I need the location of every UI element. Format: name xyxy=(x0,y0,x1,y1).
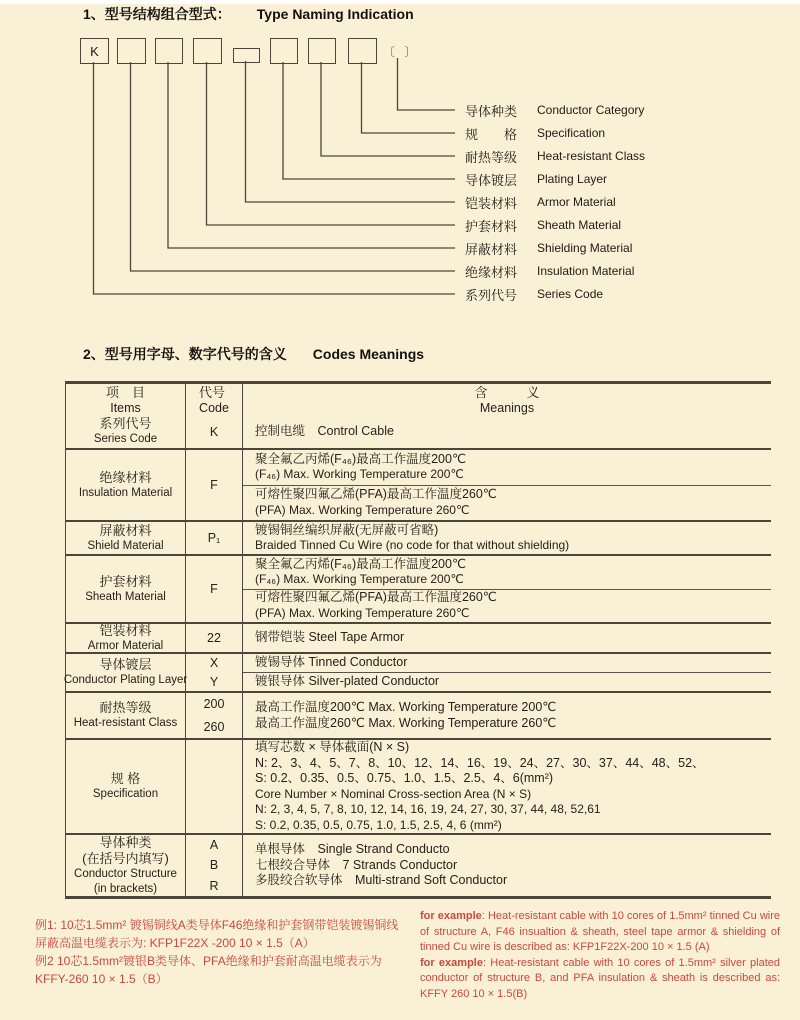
diagram-label-en: Sheath Material xyxy=(537,218,622,232)
diagram-label-cn: 屏蔽材料 xyxy=(465,241,518,257)
items-line: Insulation Material xyxy=(78,486,173,499)
header-code-en: Code xyxy=(199,400,229,415)
code-value: 200 xyxy=(203,697,225,712)
items-line: 绝缘材料 xyxy=(99,469,152,485)
diagram-label-cn: 导体镀层 xyxy=(465,172,518,188)
code-cell xyxy=(186,693,243,738)
code-value: A xyxy=(209,838,219,853)
items-line: 导体种类 xyxy=(99,834,152,850)
meanings-cell xyxy=(243,654,771,691)
meaning-line: 可熔性聚四氟乙烯(PFA)最高工作温度260℃ xyxy=(255,487,497,502)
code-cell xyxy=(186,450,243,520)
header-meanings-cell xyxy=(243,384,771,415)
diagram-label xyxy=(465,101,644,119)
meaning-subcell xyxy=(243,415,771,448)
meaning-subcell xyxy=(243,624,771,652)
table-row xyxy=(66,448,771,520)
diagram-label xyxy=(465,239,632,257)
header-code-cn: 代号 xyxy=(199,384,226,400)
code-value: P₁ xyxy=(207,531,221,545)
meaning-line: 最高工作温度260℃ Max. Working Temperature 260℃ xyxy=(255,715,557,730)
items-cell xyxy=(66,415,186,448)
meaning-line: S: 0.2, 0.35, 0.5, 0.75, 1.0, 1.5, 2.5, 4, 6 (mm²) xyxy=(255,817,502,832)
code-cell xyxy=(186,654,243,691)
code-value: 260 xyxy=(203,719,225,734)
items-line: 屏蔽材料 xyxy=(99,522,152,538)
diagram-label xyxy=(465,216,621,234)
code-cell xyxy=(186,556,243,622)
meaning-line: S: 0.2、0.35、0.5、0.75、1.0、1.5、2.5、4、6(mm²) xyxy=(255,771,554,785)
items-line: 导体镀层 xyxy=(99,657,152,672)
meaning-subcell xyxy=(243,835,771,896)
meaning-line: (PFA) Max. Working Temperature 260℃ xyxy=(255,605,470,620)
table-row xyxy=(66,554,771,622)
code-value: R xyxy=(209,878,219,893)
diagram-label-en: Heat-resistant Class xyxy=(537,149,646,163)
meaning-line: 最高工作温度200℃ Max. Working Temperature 200℃ xyxy=(255,700,557,714)
meaning-line: (F₄₆) Max. Working Temperature 200℃ xyxy=(255,572,464,587)
section2-title xyxy=(83,344,424,364)
items-line: 系列代号 xyxy=(99,416,152,431)
code-box xyxy=(233,48,260,63)
for-example-lead: for example xyxy=(420,910,482,922)
for-example-lead: for example xyxy=(420,956,483,969)
meaning-line: 单根导体 Single Strand Conducto xyxy=(255,842,450,857)
items-line: (在括号内填写) xyxy=(82,850,169,866)
diagram-label-cn: 铠装材料 xyxy=(465,195,518,211)
items-line: (in brackets) xyxy=(93,882,158,895)
diagram-label-cn: 系列代号 xyxy=(465,287,518,303)
code-box xyxy=(270,38,298,64)
meaning-subcell xyxy=(243,693,771,738)
meaning-line: 控制电缆 Control Cable xyxy=(255,423,394,438)
code-cell xyxy=(186,835,243,896)
table-row xyxy=(66,833,771,896)
table-row xyxy=(63,652,771,691)
bracket-placeholder: 〔 〕 xyxy=(383,45,420,59)
items-cell xyxy=(66,693,186,738)
meaning-subcell xyxy=(243,654,771,672)
meaning-line: 钢带铠装 Steel Tape Armor xyxy=(255,630,405,645)
meaning-subcell xyxy=(243,522,771,554)
table-body xyxy=(63,415,771,896)
code-value: B xyxy=(209,858,219,873)
code-value: 22 xyxy=(207,631,221,645)
code-box xyxy=(308,38,336,64)
meaning-line: 可熔性聚四氟乙烯(PFA)最高工作温度260℃ xyxy=(255,590,497,605)
diagram-label-cn: 导体种类 xyxy=(465,103,518,119)
items-cell xyxy=(66,522,186,554)
items-cell xyxy=(66,450,186,520)
diagram-label-en: Conductor Category xyxy=(537,103,645,117)
meaning-subcell xyxy=(243,556,771,589)
section1-number: 1、 xyxy=(83,6,105,22)
header-items-cn: 项 目 xyxy=(105,384,145,400)
meaning-line: Core Number × Nominal Cross-section Area (N × S) xyxy=(255,786,532,801)
meaning-subcell xyxy=(243,450,771,485)
table-row xyxy=(66,691,771,738)
example-cn: 例1: 10芯1.5mm² 镀锡铜线A类导体F46绝缘和护套钢带铠装镀锡铜线屏蔽高温电缆表示为: KFP1F22X -200 10 × 1.5（A） xyxy=(35,918,399,950)
items-line: Specification xyxy=(92,788,159,800)
code-cell xyxy=(186,415,243,448)
diagram-label xyxy=(465,124,605,142)
meaning-line: (F₄₆) Max. Working Temperature 200℃ xyxy=(255,467,464,482)
code-box xyxy=(193,38,222,64)
diagram-label-cn: 耐热等级 xyxy=(465,149,518,165)
code-box xyxy=(348,38,377,64)
items-cell xyxy=(66,624,186,652)
code-value: F xyxy=(210,478,218,492)
code-cell xyxy=(186,522,243,554)
meaning-line: 镀锡导体 Tinned Conductor xyxy=(255,655,408,670)
code-box xyxy=(155,38,183,64)
items-line: 铠装材料 xyxy=(99,622,152,638)
items-line: Series Code xyxy=(93,433,158,445)
diagram-label-cn: 绝缘材料 xyxy=(465,264,518,280)
section2-number: 2、 xyxy=(83,346,105,362)
diagram-label-en: Specification xyxy=(537,126,606,140)
section2-title-en: Codes Meanings xyxy=(312,346,425,362)
meanings-cell xyxy=(243,740,771,833)
items-cell xyxy=(66,740,186,833)
code-value: F xyxy=(210,582,218,596)
diagram-label-cn: 护套材料 xyxy=(465,218,518,234)
code-box xyxy=(117,38,146,64)
meaning-line: (PFA) Max. Working Temperature 260℃ xyxy=(255,502,470,517)
meanings-cell xyxy=(243,450,771,520)
diagram-label-en: Armor Material xyxy=(537,195,616,209)
type-naming-diagram xyxy=(0,0,800,330)
meaning-line: 填写芯数 × 导体截面(N × S) xyxy=(255,740,410,754)
meaning-line: 七根绞合导体 7 Strands Conductor xyxy=(255,857,458,872)
items-line: Sheath Material xyxy=(85,590,166,603)
header-items-en: Items xyxy=(110,400,141,415)
meaning-line: 多股绞合软导体 Multi-strand Soft Conductor xyxy=(255,873,508,888)
meaning-subcell xyxy=(243,740,771,833)
items-cell xyxy=(66,556,186,622)
meaning-line: N: 2、3、4、5、7、8、10、12、14、16、19、24、27、30、37、44、48、52、 xyxy=(255,755,705,770)
header-items-cell xyxy=(66,384,186,415)
section1-title-en: Type Naming Indication xyxy=(256,6,414,22)
meaning-subcell xyxy=(243,589,771,623)
codes-meanings-table xyxy=(65,381,771,899)
meaning-line: N: 2, 3, 4, 5, 7, 8, 10, 12, 14, 16, 19, 24, 27, 30, 37, 44, 48, 52,61 xyxy=(255,802,601,816)
items-line: Conductor Plating Layer xyxy=(63,674,188,686)
diagram-label xyxy=(465,193,616,211)
meanings-cell xyxy=(243,693,771,738)
example-notes-cn xyxy=(35,916,407,988)
diagram-label xyxy=(465,285,603,303)
diagram-label-en: Series Code xyxy=(537,287,604,301)
code-cell xyxy=(186,624,243,652)
example-notes-en xyxy=(420,909,780,1002)
meaning-subcell xyxy=(243,672,771,691)
series-code-box: K xyxy=(80,38,109,64)
example-cn: 例2 10芯1.5mm²镀银B类导体、PFA绝缘和护套耐高温电缆表示为 KFFY-260 10 × 1.5（B） xyxy=(35,954,382,986)
example-en: for example: Heat-resistant cable with 10 cores of 1.5mm² silver plated conductor of structure B, and PFA insulation & sheath is described as: KFFY 260 10 × 1.5(B) xyxy=(420,956,780,1000)
diagram-label-en: Insulation Material xyxy=(537,264,635,278)
diagram-label-en: Shielding Material xyxy=(537,241,633,255)
meaning-line: 镀锡铜丝编织屏蔽(无屏蔽可省略) xyxy=(255,522,439,537)
diagram-label xyxy=(465,147,645,165)
items-line: 耐热等级 xyxy=(99,700,152,715)
meaning-line: 聚全氟乙丙烯(F₄₆)最高工作温度200℃ xyxy=(255,556,466,571)
table-row xyxy=(66,738,771,833)
items-line: Armor Material xyxy=(87,639,164,652)
header-meanings-en: Meanings xyxy=(479,400,535,415)
code-cell xyxy=(186,740,243,833)
items-line: Shield Material xyxy=(87,539,164,552)
meanings-cell xyxy=(243,835,771,896)
meaning-line: 镀银导体 Silver-plated Conductor xyxy=(255,674,440,689)
meaning-subcell xyxy=(243,485,771,521)
items-line: Heat-resistant Class xyxy=(73,717,178,729)
items-line: 护套材料 xyxy=(99,573,152,589)
code-value: Y xyxy=(209,674,219,689)
example-en: for example: Heat-resistant cable with 10 cores of 1.5mm² tinned Cu wire of structure A, F46 insualtion & sheath, steel tape armor & shielding of tinned Cu wire is described as: KFP1F22X-200 10 × 1.5 (A) xyxy=(420,910,780,953)
items-line: Conductor Structure xyxy=(74,867,177,880)
table-row xyxy=(66,520,771,554)
meaning-line: 聚全氟乙丙烯(F₄₆)最高工作温度200℃ xyxy=(255,451,466,466)
meanings-cell xyxy=(243,624,771,652)
section1-title-cn: 型号结构组合型式： xyxy=(104,6,231,22)
diagram-label-cn: 规 格 xyxy=(465,126,518,142)
meanings-cell xyxy=(243,556,771,622)
table-row xyxy=(66,622,771,652)
table-header-row xyxy=(66,384,771,415)
items-cell xyxy=(63,654,188,691)
meanings-cell xyxy=(243,522,771,554)
section2-title-cn: 型号用字母、数字代号的含义 xyxy=(104,346,287,362)
header-meanings-cn: 含 义 xyxy=(474,384,540,400)
diagram-label xyxy=(465,262,634,280)
items-cell xyxy=(66,835,186,896)
diagram-label xyxy=(465,170,607,188)
items-line: 规 格 xyxy=(110,771,141,786)
code-value: K xyxy=(209,424,219,439)
diagram-label-en: Plating Layer xyxy=(537,172,608,186)
meaning-line: Braided Tinned Cu Wire (no code for that without shielding) xyxy=(255,538,570,552)
table-row xyxy=(66,415,771,448)
meanings-cell xyxy=(243,415,771,448)
code-value: X xyxy=(209,656,219,671)
header-code-cell xyxy=(186,384,243,415)
